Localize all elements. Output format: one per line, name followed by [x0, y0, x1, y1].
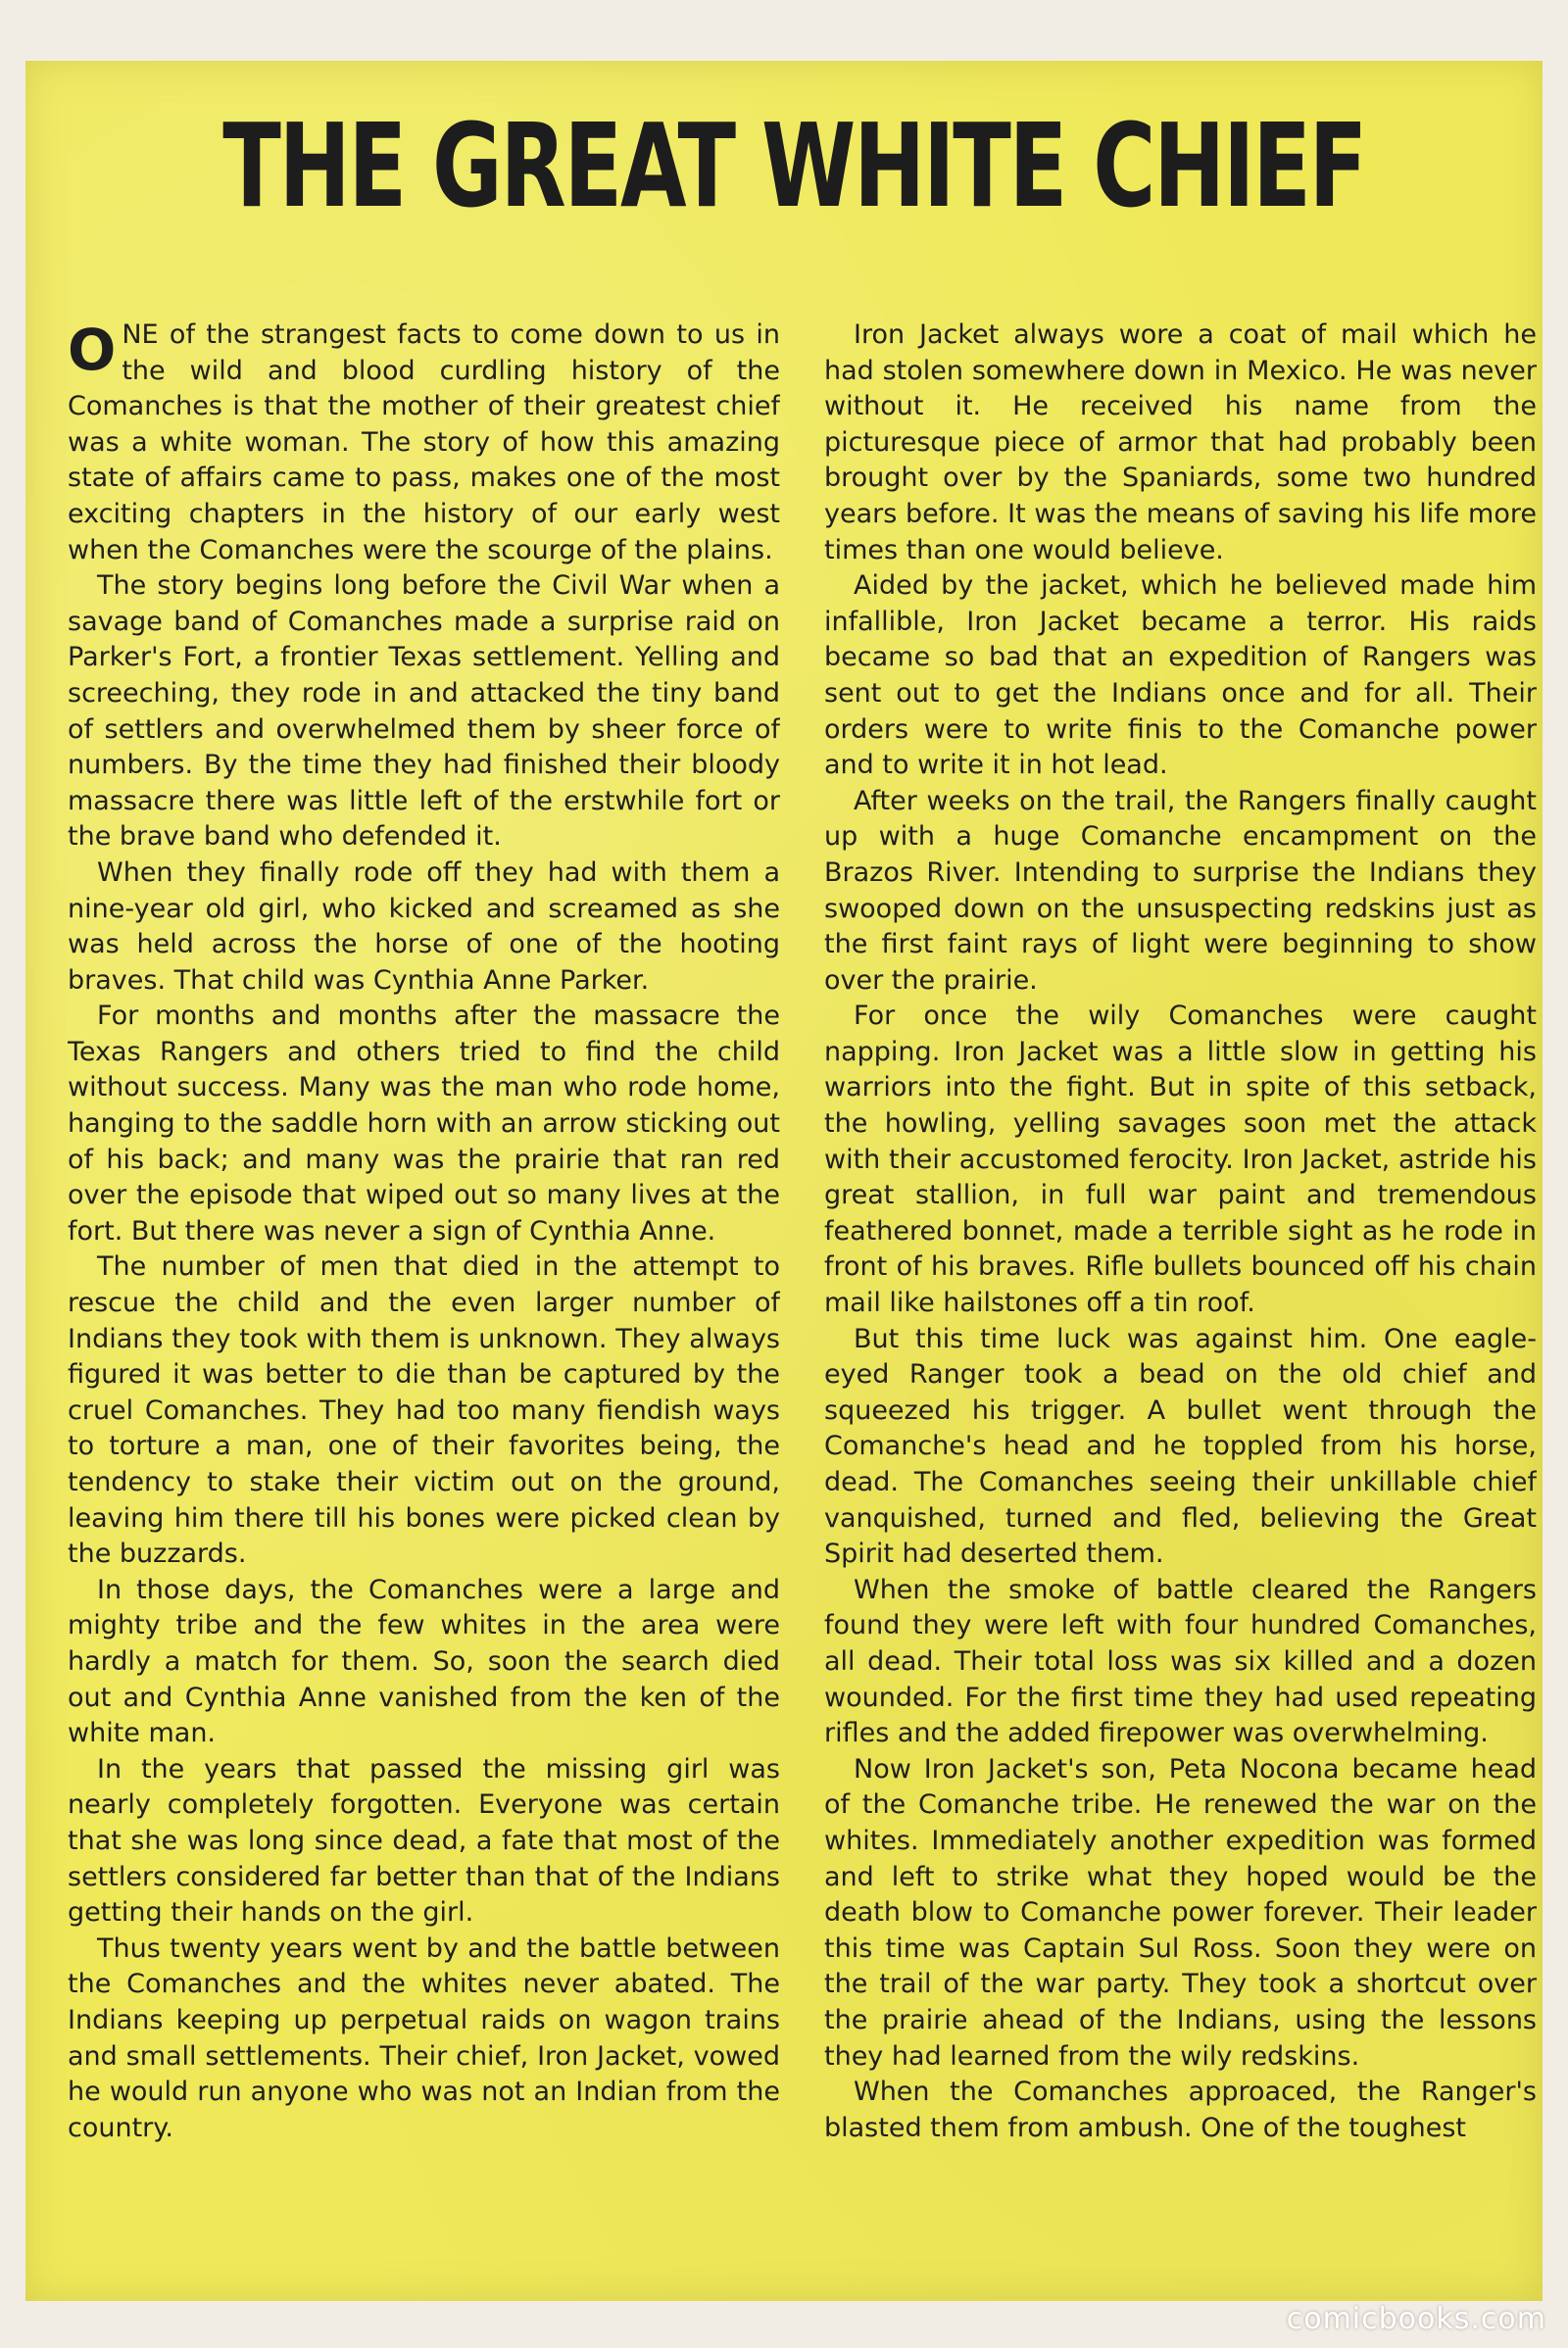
watermark-credit: comicbooks.com	[1286, 2302, 1546, 2336]
comic-page	[25, 61, 1543, 2301]
paragraph	[68, 318, 780, 568]
right-column	[824, 318, 1537, 2273]
paragraph: Thus twenty years went by and the battle between the Comanches and the whites never abated. The Indians keeping up perpetual raids on wagon trains and small settlements. Their chief, Iron Jacket, vowed he would run anyone who was not an Indian from the country.	[68, 1932, 780, 2143]
paragraph: Aided by the jacket, which he believed made him infallible, Iron Jacket became a terror. His raids became so bad that an expedition of Rangers was sent out to get the Indians once and for all. Their orders were to write finis to the Comanche power and to write it in hot lead.	[824, 570, 1537, 781]
paragraph: When the Comanches approaced, the Ranger's blasted them from ambush. One of the toughest	[824, 2077, 1537, 2143]
drop-cap: O	[68, 318, 117, 383]
paragraph: When they finally rode off they had with them a nine-year old girl, who kicked and screamed as she was held across the horse of one of the hooting braves. That child was Cynthia Anne Parker.	[68, 856, 780, 996]
paragraph: Iron Jacket always wore a coat of mail which he had stolen somewhere down in Mexico. He was never without it. He received his name from the picturesque piece of armor that had probably been brought over by the Spaniards, some two hundred years before. It was the means of saving his life more times than one would believe.	[824, 319, 1537, 565]
paragraph: In the years that passed the missing girl was nearly completely forgotten. Everyone was certain that she was long since dead, a fate that most of the settlers considered far better than that of the Indians getting their hands on the girl.	[68, 1753, 780, 1929]
paragraph: For months and months after the massacre the Texas Rangers and others tried to find the child without success. Many was the man who rode home, hanging to the saddle horn with an arrow sticking out of his back; and many was the prairie that ran red over the episode that wiped out so many lives at the fort. But there was never a sign of Cynthia Anne.	[68, 1001, 780, 1247]
paragraph: Now Iron Jacket's son, Peta Nocona became head of the Comanche tribe. He renewed the war on the whites. Immediately another expedition was formed and left to strike what they hoped would be the death blow to Comanche power forever. Their leader this time was Captain Sul Ross. Soon they were on the trail of the war party. They took a shortcut over the prairie ahead of the Indians, using the lessons they had learned from the wily redskins.	[824, 1753, 1537, 2072]
paragraph: But this time luck was against him. One eagle-eyed Ranger took a bead on the old chief and squeezed his trigger. A bullet went through the Comanche's head and he toppled from his horse, dead. The Comanches seeing their unkillable chief vanquished, turned and fled, believing the Great Spirit had deserted them.	[824, 1323, 1537, 1570]
paragraph: When the smoke of battle cleared the Rangers found they were left with four hundred Comanches, all dead. Their total loss was six killed and a dozen wounded. For the first time they had used repeating rifles and the added firepower was overwhelming.	[824, 1574, 1537, 1749]
page-title: THE GREAT WHITE CHIEF	[222, 98, 1366, 233]
paragraph: After weeks on the trail, the Rangers finally caught up with a huge Comanche encampment on the Brazos River. Intending to surprise the Indians they swooped down on the unsuspecting redskins just as the first faint rays of light were beginning to show over the prairie.	[824, 785, 1537, 996]
paragraph: For once the wily Comanches were caught napping. Iron Jacket was a little slow in getting his warriors into the fight. But in spite of this setback, the howling, yelling savages soon met the attack with their accustomed ferocity. Iron Jacket, astride his great stallion, in full war paint and tremendous feathered bonnet, made a terrible sight as he rode in front of his braves. Rifle bullets bounced off his chain mail like hailstones off a tin roof.	[824, 1001, 1537, 1319]
paragraph: In those days, the Comanches were a large and mighty tribe and the few whites in the area were hardly a match for them. So, soon the search died out and Cynthia Anne vanished from the ken of the white man.	[68, 1574, 780, 1749]
left-column	[68, 318, 780, 2273]
paragraph-text: NE of the strangest facts to come down to us in the wild and blood curdling history of the Comanches is that the mother of their greatest chief was a white woman. The story of how this amazing state of affairs came to pass, makes one of the most exciting chapters in the history of our early west when the Comanches were the scourge of the plains.	[68, 319, 780, 565]
paragraph: The story begins long before the Civil War when a savage band of Comanches made a surprise raid on Parker's Fort, a frontier Texas settlement. Yelling and screeching, they rode in and attacked the tiny band of settlers and overwhelmed them by sheer force of numbers. By the time they had finished their bloody massacre there was little left of the erstwhile fort or the brave band who defended it.	[68, 570, 780, 853]
paragraph: The number of men that died in the attempt to rescue the child and the even larger number of Indians they took with them is unknown. They always figured it was better to die than be captured by the cruel Comanches. They had too many fiendish ways to torture a man, one of their favorites being, the tendency to stake their victim out on the ground, leaving him there till his bones were picked clean by the buzzards.	[68, 1251, 780, 1570]
